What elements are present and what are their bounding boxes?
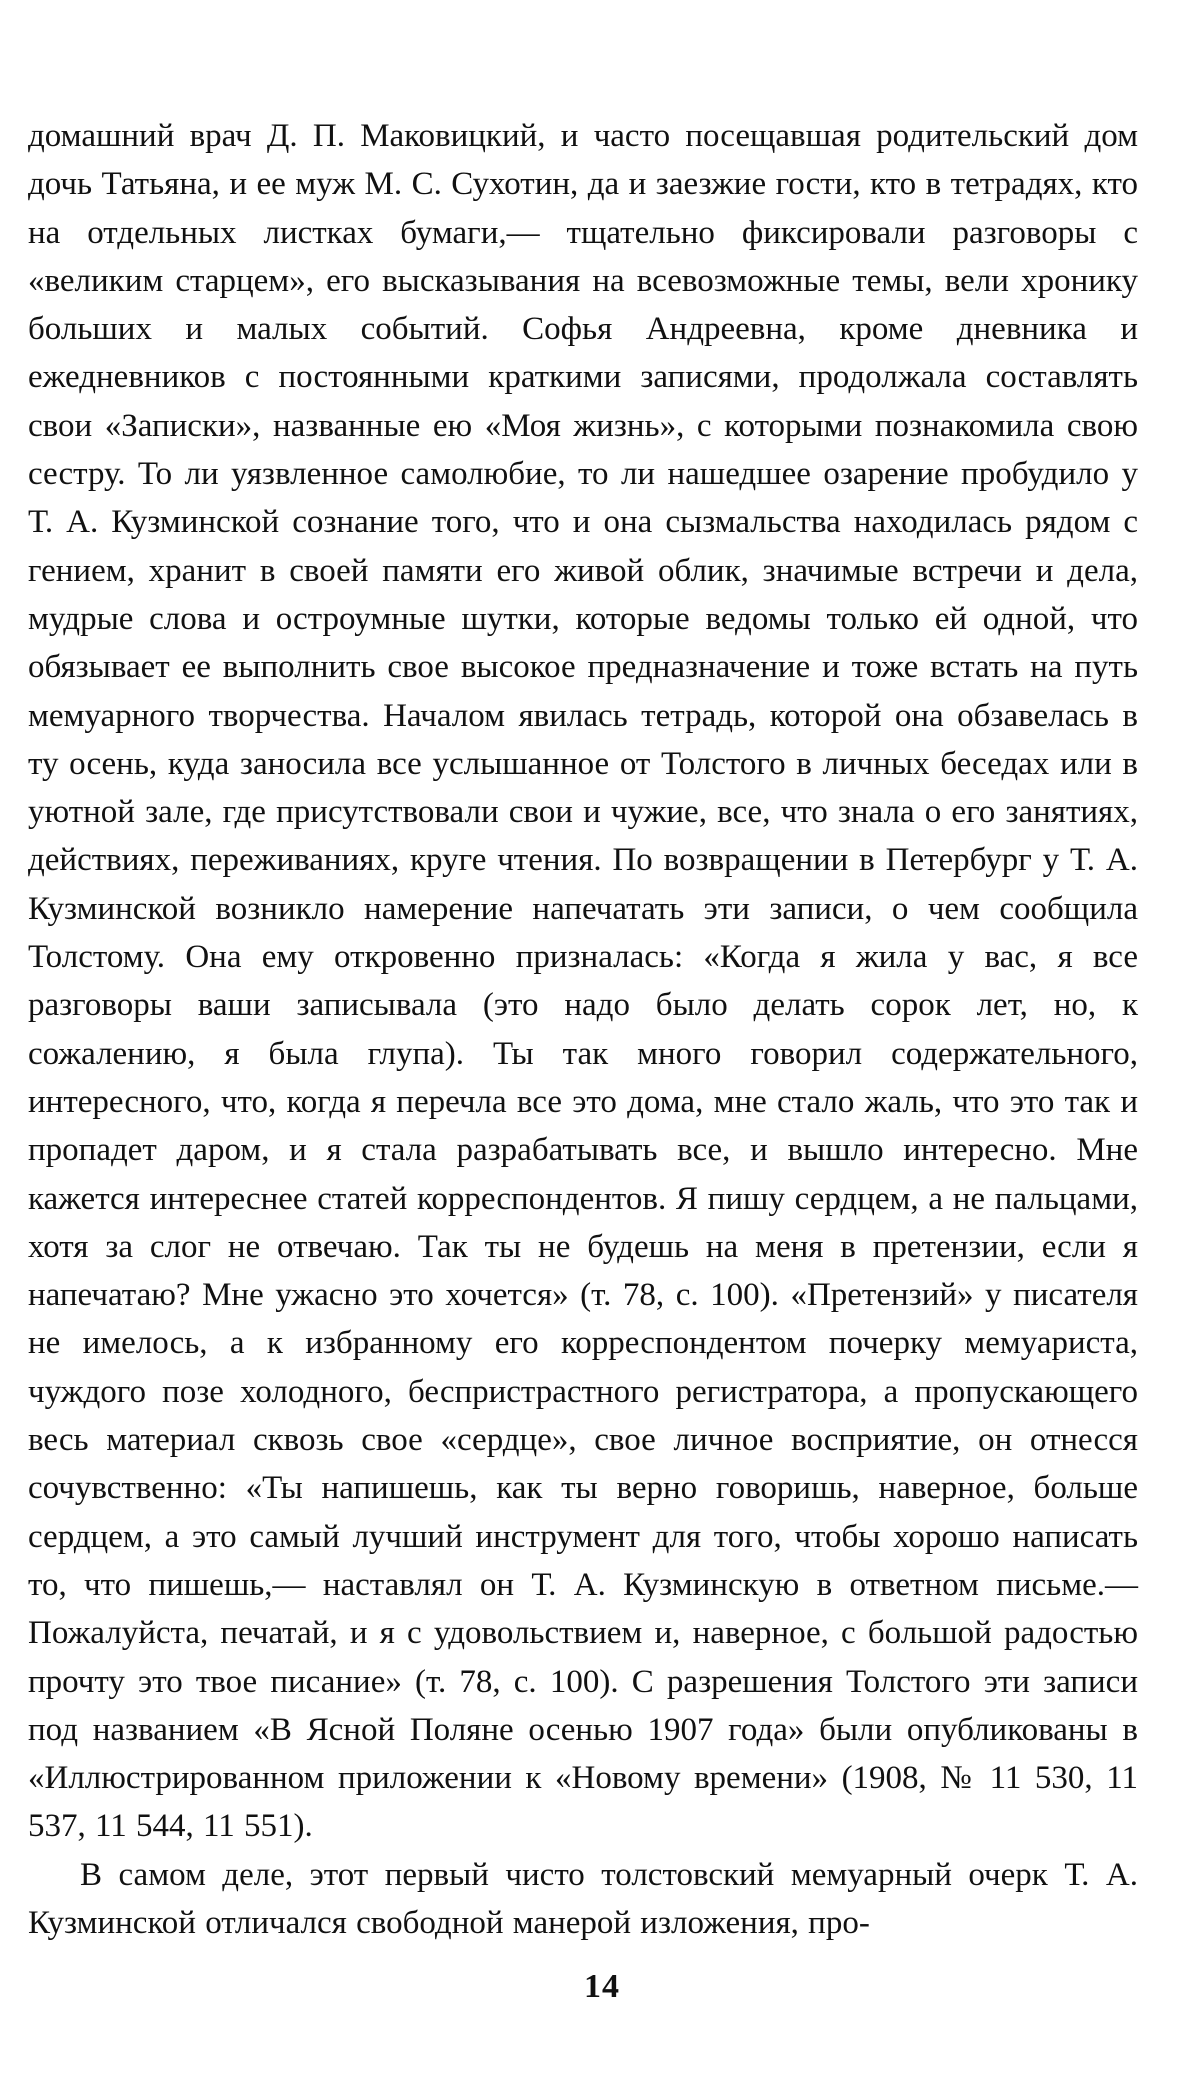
paragraph-1: домашний врач Д. П. Маковицкий, и часто посещавшая родительский дом дочь Татьяна, и ее муж М. С. Сухотин, да и заезжие гости, кто в тетрадях, кто на отдельных листках бумаги,— тщательно фиксировали разговоры с «великим старцем», его высказывания на всевозможные темы, вели хронику больших и малых событий. Софья Андреевна, кроме дневника и ежедневников с постоянными краткими записями, продолжала составлять свои «Записки», названные ею «Моя жизнь», с которыми познакомила свою сестру. То ли уязвленное самолюбие, то ли нашедшее озарение пробудило у Т. А. Кузминской сознание того, что и она сызмальства находилась рядом с гением, хранит в своей памяти его живой облик, значимые встречи и дела, мудрые слова и остроумные шутки, которые ведомы только ей одной, что обязывает ее выполнить свое высокое предназначение и тоже встать на путь мемуарного творчества. Началом явилась тетрадь, которой она обзавелась в ту осень, куда заносила все услышанное от Толстого в личных беседах или в уютной зале, где присутствовали свои и чужие, все, что знала о его занятиях, действиях, переживаниях, круге чтения. По возвращении в Петербург у Т. А. Кузминской возникло намерение напечатать эти записи, о чем сообщила Толстому. Она ему откровенно призналась: «Когда я жила у вас, я все разговоры ваши записывала (это надо было делать сорок лет, но, к сожалению, я была глупа). Ты так много говорил содержательного, интересного, что, когда я перечла все это дома, мне стало жаль, что это так и пропадет даром, и я стала разрабатывать все, и вышло интересно. Мне кажется интереснее статей корреспондентов. Я пишу сердцем, а не пальцами, хотя за слог не отвечаю. Так ты не будешь на меня в претензии, если я напечатаю? Мне ужасно это хочется» (т. 78, с. 100). «Претензий» у писателя не имелось, а к избранному его корреспондентом почерку мемуариста, чуждого позе холодного, беспристрастного регистратора, а пропускающего весь материал сквозь свое «сердце», свое личное восприятие, он отнесся сочувственно: «Ты напишешь, как ты верно говоришь, наверное, больше сердцем, а это самый лучший инструмент для того, чтобы хорошо написать то, что пишешь,— наставлял он Т. А. Кузминскую в ответном письме.— Пожалуйста, печатай, и я с удовольствием и, наверное, с большой радостью прочту это твое писание» (т. 78, с. 100). С разрешения Толстого эти записи под названием «В Ясной Поляне осенью 1907 года» были опубликованы в «Иллюстрированном приложении к «Новому времени» (1908, № 11 530, 11 537, 11 544, 11 551).	[28, 118, 1138, 1845]
paragraph-2: В самом деле, этот первый чисто толстовский мемуарный очерк Т. А. Кузминской отличался свободной манерой изложения, про-	[28, 1856, 1138, 1941]
page-number: 14	[584, 1968, 620, 2005]
page-body	[28, 112, 1138, 1947]
